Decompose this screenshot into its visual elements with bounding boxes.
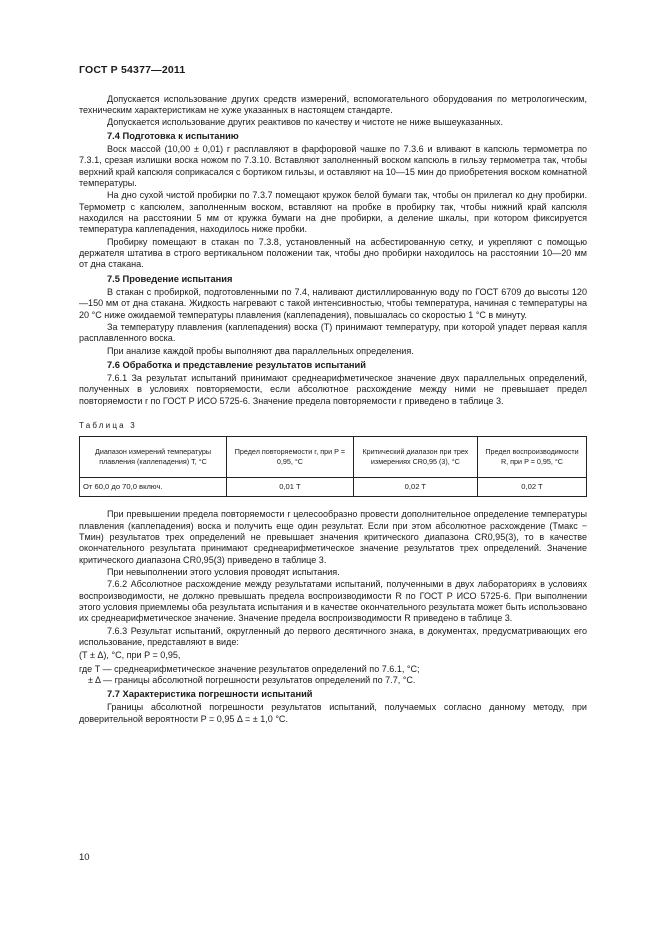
running-header: ГОСТ Р 54377—2011 (79, 64, 186, 76)
paragraph: Допускается использование других реактивов по качеству и чистоте не ниже вышеуказанных. (107, 116, 504, 127)
formula-legend: ± Δ — границы абсолютной погрешности результатов определений по 7.7, °С. (88, 675, 416, 686)
table-header-cell: Критический диапазон при трех измерениях CR0,95 (3), °С (353, 437, 477, 478)
paragraph: В стакан с пробиркой, подготовленными по 7.4, наливают дистиллированную воду по ГОСТ 6709 до высоты 120—150 мм от дна стакана. Жидкость нагревают с такой интенсивностью, чтобы температура, начиная с температуры на 20 °С ниже ожидаемой температуры плавления (каплепадения), повышалась со скоростью 1 °С в минуту. (79, 286, 587, 320)
paragraph-7-6-3: 7.6.3 Результат испытаний, округленный до первого десятичного знака, в документах, предусматривающих его использование, представляют в виде: (79, 625, 587, 648)
table-row (80, 478, 587, 497)
paragraph: Границы абсолютной погрешности результатов испытаний, получаемых согласно данному методу, при доверительной вероятности P = 0,95 Δ = ± 1,0 °С. (79, 702, 587, 724)
paragraph: Воск массой (10,00 ± 0,01) г расплавляют в фарфоровой чашке по 7.3.6 и вливают в капсюль термометра по 7.3.1, срезая излишки воска ножом по 7.3.10. Вставляют заполненный воском капсюль в гильзу термометра так, чтобы верхний край капсюля соприкасался с бортиком гильзы, и оставляют на 10—15 мин до приобретения воском комнатной температуры. (79, 144, 587, 189)
paragraph: При невыполнении этого условия проводят испытания. (107, 566, 340, 577)
table-caption: Таблица 3 (79, 420, 137, 430)
page-content (79, 94, 587, 725)
table-header-cell: Предел воспроизводимости R, при P = 0,95, °С (477, 437, 586, 478)
table-header-row (80, 437, 587, 478)
table-cell: 0,01 T (227, 478, 354, 497)
table-header-cell: Диапазон измерений температуры плавления (каплепадения) T, °С (80, 437, 227, 478)
table-header-cell: Предел повторяемости r, при P = 0,95, °С (227, 437, 354, 478)
paragraph: Пробирку помещают в стакан по 7.3.8, установленный на асбестированную сетку, и укрепляют с помощью держателя штатива в строго вертикальном положении так, чтобы дно пробирки находилось на расстоянии 10—20 мм от дна стакана. (79, 236, 587, 270)
table-cell: От 60,0 до 70,0 включ. (80, 478, 227, 497)
paragraph-7-6-1: 7.6.1 За результат испытаний принимают среднеарифметическое значение двух параллельных определений, полученных в условиях повторяемости, если абсолютное расхождение между ними не превышает предел повторяемости r по ГОСТ Р ИСО 5725-6. Значение предела повторяемости r приведено в таблице 3. (79, 372, 587, 406)
table-cell: 0,02 T (477, 478, 586, 497)
section-heading-7-5: 7.5 Проведение испытания (107, 273, 233, 284)
paragraph: При анализе каждой пробы выполняют два параллельных определения. (107, 345, 414, 356)
paragraph: При превышении предела повторяемости r целесообразно провести дополнительное определение температуры плавления (каплепадения) воска и получить еще один результат. Если при этом абсолютное расхождение (Tмакс − Tмин) результатов трех определений не превышает значения критического диапазона CR0,95(3), то в качестве окончательного результата принимают среднеарифметическое значение результатов трех определений. Значение критического диапазона CR0,95(3) приведено в таблице 3. (79, 509, 587, 565)
paragraph: За температуру плавления (каплепадения) воска (T) принимают температуру, при которой упадет первая капля расплавленного воска. (79, 321, 587, 344)
table-3 (79, 436, 587, 497)
section-heading-7-6: 7.6 Обработка и представление результатов испытаний (107, 359, 366, 370)
paragraph: Допускается использование других средств измерений, вспомогательного оборудования по метрологическим, техническим характеристикам не хуже указанных в настоящем стандарте. (79, 94, 587, 116)
paragraph-7-6-2: 7.6.2 Абсолютное расхождение между результатами испытаний, полученными в двух лабораториях в условиях воспроизводимости, не должно превышать предела воспроизводимости R по ГОСТ Р ИСО 5725-6. При выполнении этого условия приемлемы оба результата испытания и в качестве окончательного результата может быть использовано их среднеарифметическое значение. Значение предела воспроизводимости R приведено в таблице 3. (79, 579, 587, 624)
section-heading-7-4: 7.4 Подготовка к испытанию (107, 131, 239, 142)
section-heading-7-7: 7.7 Характеристика погрешности испытаний (107, 689, 313, 700)
page-number: 10 (79, 852, 90, 863)
formula: (T ± Δ), °С, при P = 0,95, (79, 650, 181, 661)
formula-legend: где T — среднеарифметическое значение результатов определений по 7.6.1, °С; (79, 663, 420, 674)
table-cell: 0,02 T (353, 478, 477, 497)
paragraph: На дно сухой чистой пробирки по 7.3.7 помещают кружок белой бумаги так, чтобы он прилегал ко дну пробирки. Термометр с капсюлем, заполненным воском, вставляют на пробке в пробирку так, чтобы нижний край капсюля находился на расстоянии 5 мм от кружка бумаги на дне пробирки, а деление шкалы, при котором фиксируется температура каплепадения, находилось ниже пробки. (79, 190, 587, 235)
